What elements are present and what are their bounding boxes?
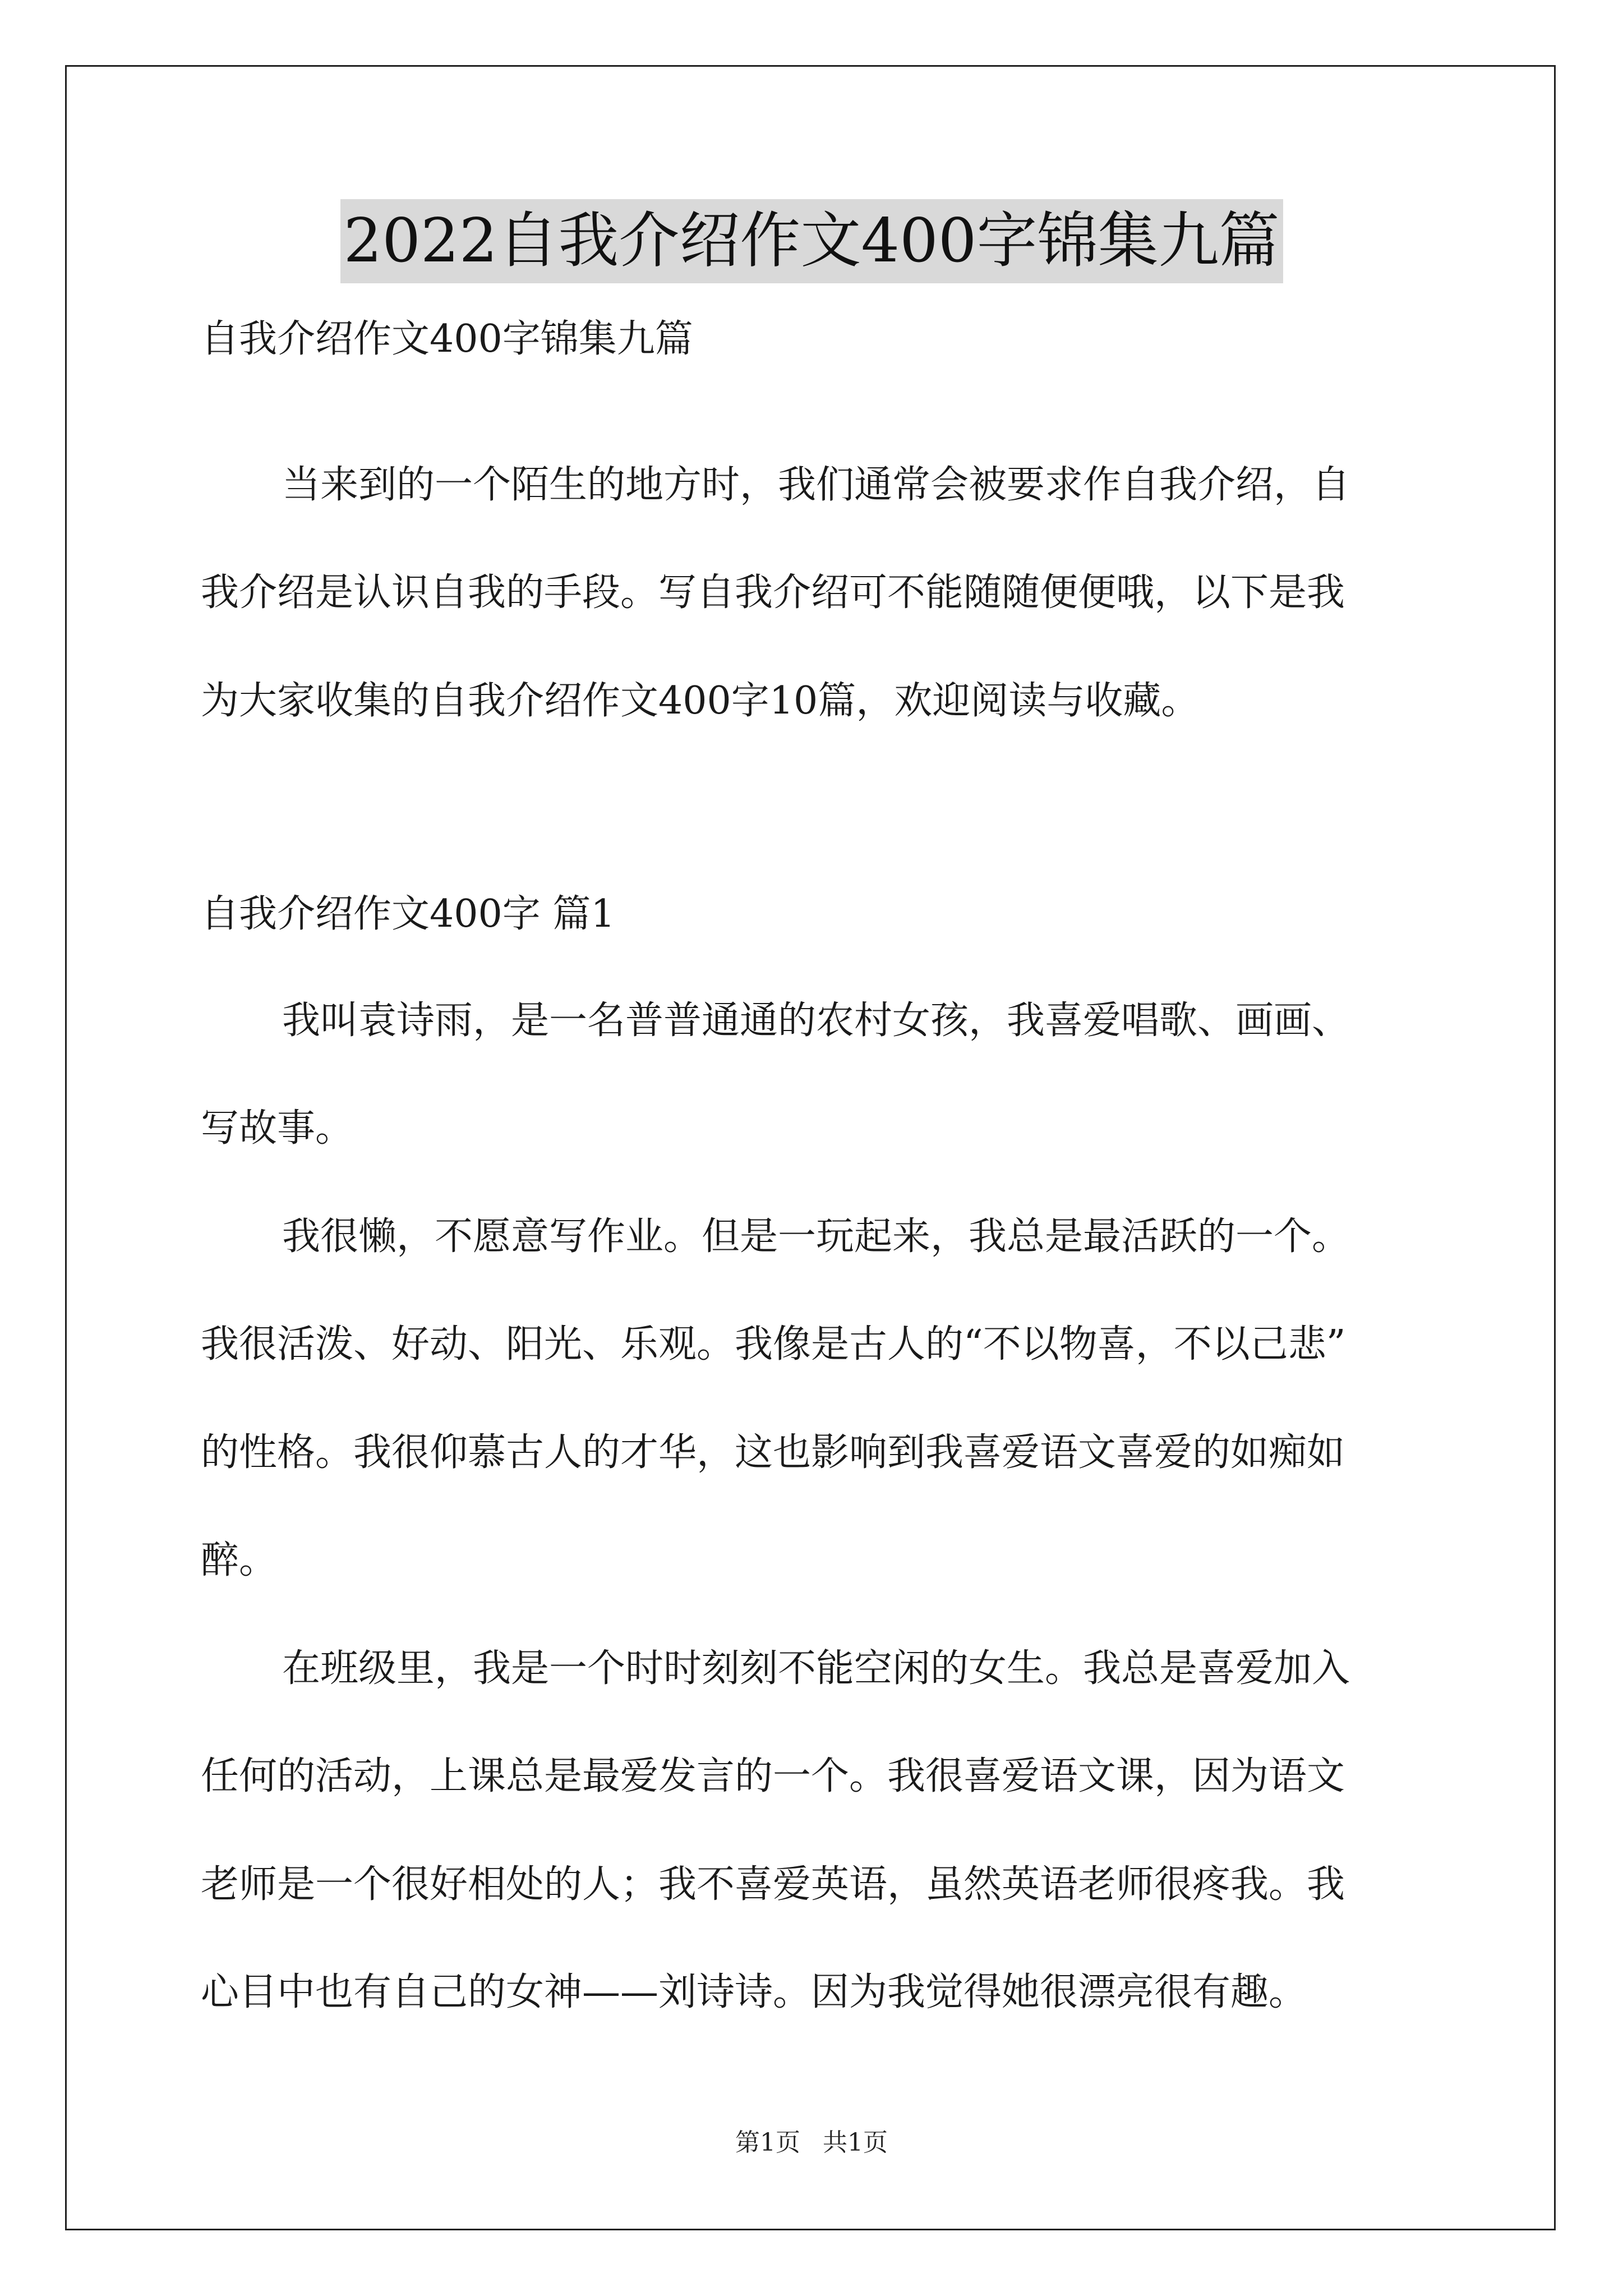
para1-line-1: 我叫袁诗雨，是一名普普通通的农村女孩，我喜爱唱歌、画画、 <box>282 999 1350 1043</box>
document-title: 2022自我介绍作文400字锦集九篇 <box>340 199 1283 283</box>
page-number-total: 共1页 <box>823 2128 888 2157</box>
para3-line-3: 老师是一个很好相处的人；我不喜爱英语，虽然英语老师很疼我。我 <box>201 1862 1345 1907</box>
intro-line-2: 我介绍是认识自我的手段。写自我介绍可不能随随便便哦，以下是我 <box>201 570 1345 615</box>
para2-line-2: 我很活泼、好动、阳光、乐观。我像是古人的“不以物喜，不以己悲” <box>201 1322 1346 1366</box>
page-number-current: 第1页 <box>735 2128 800 2157</box>
para2-line-3: 的性格。我很仰慕古人的才华，这也影响到我喜爱语文喜爱的如痴如 <box>201 1430 1345 1475</box>
para3-line-4: 心目中也有自己的女神——刘诗诗。因为我觉得她很漂亮很有趣。 <box>201 1970 1307 2014</box>
section-heading: 自我介绍作文400字 篇1 <box>201 892 615 936</box>
title-container <box>0 199 1623 283</box>
intro-line-3: 为大家收集的自我介绍作文400字10篇，欢迎阅读与收藏。 <box>201 679 1200 723</box>
para1-line-2: 写故事。 <box>201 1106 354 1151</box>
para2-line-1: 我很懒，不愿意写作业。但是一玩起来，我总是最活跃的一个。 <box>282 1214 1350 1259</box>
para3-line-2: 任何的活动，上课总是最爱发言的一个。我很喜爱语文课，因为语文 <box>201 1754 1345 1798</box>
intro-line-1: 当来到的一个陌生的地方时，我们通常会被要求作自我介绍，自 <box>282 463 1350 507</box>
subtitle: 自我介绍作文400字锦集九篇 <box>201 317 693 361</box>
para2-line-4: 醉。 <box>201 1538 278 1582</box>
para3-line-1: 在班级里，我是一个时时刻刻不能空闲的女生。我总是喜爱加入 <box>282 1646 1350 1691</box>
page-footer <box>0 2126 1623 2160</box>
